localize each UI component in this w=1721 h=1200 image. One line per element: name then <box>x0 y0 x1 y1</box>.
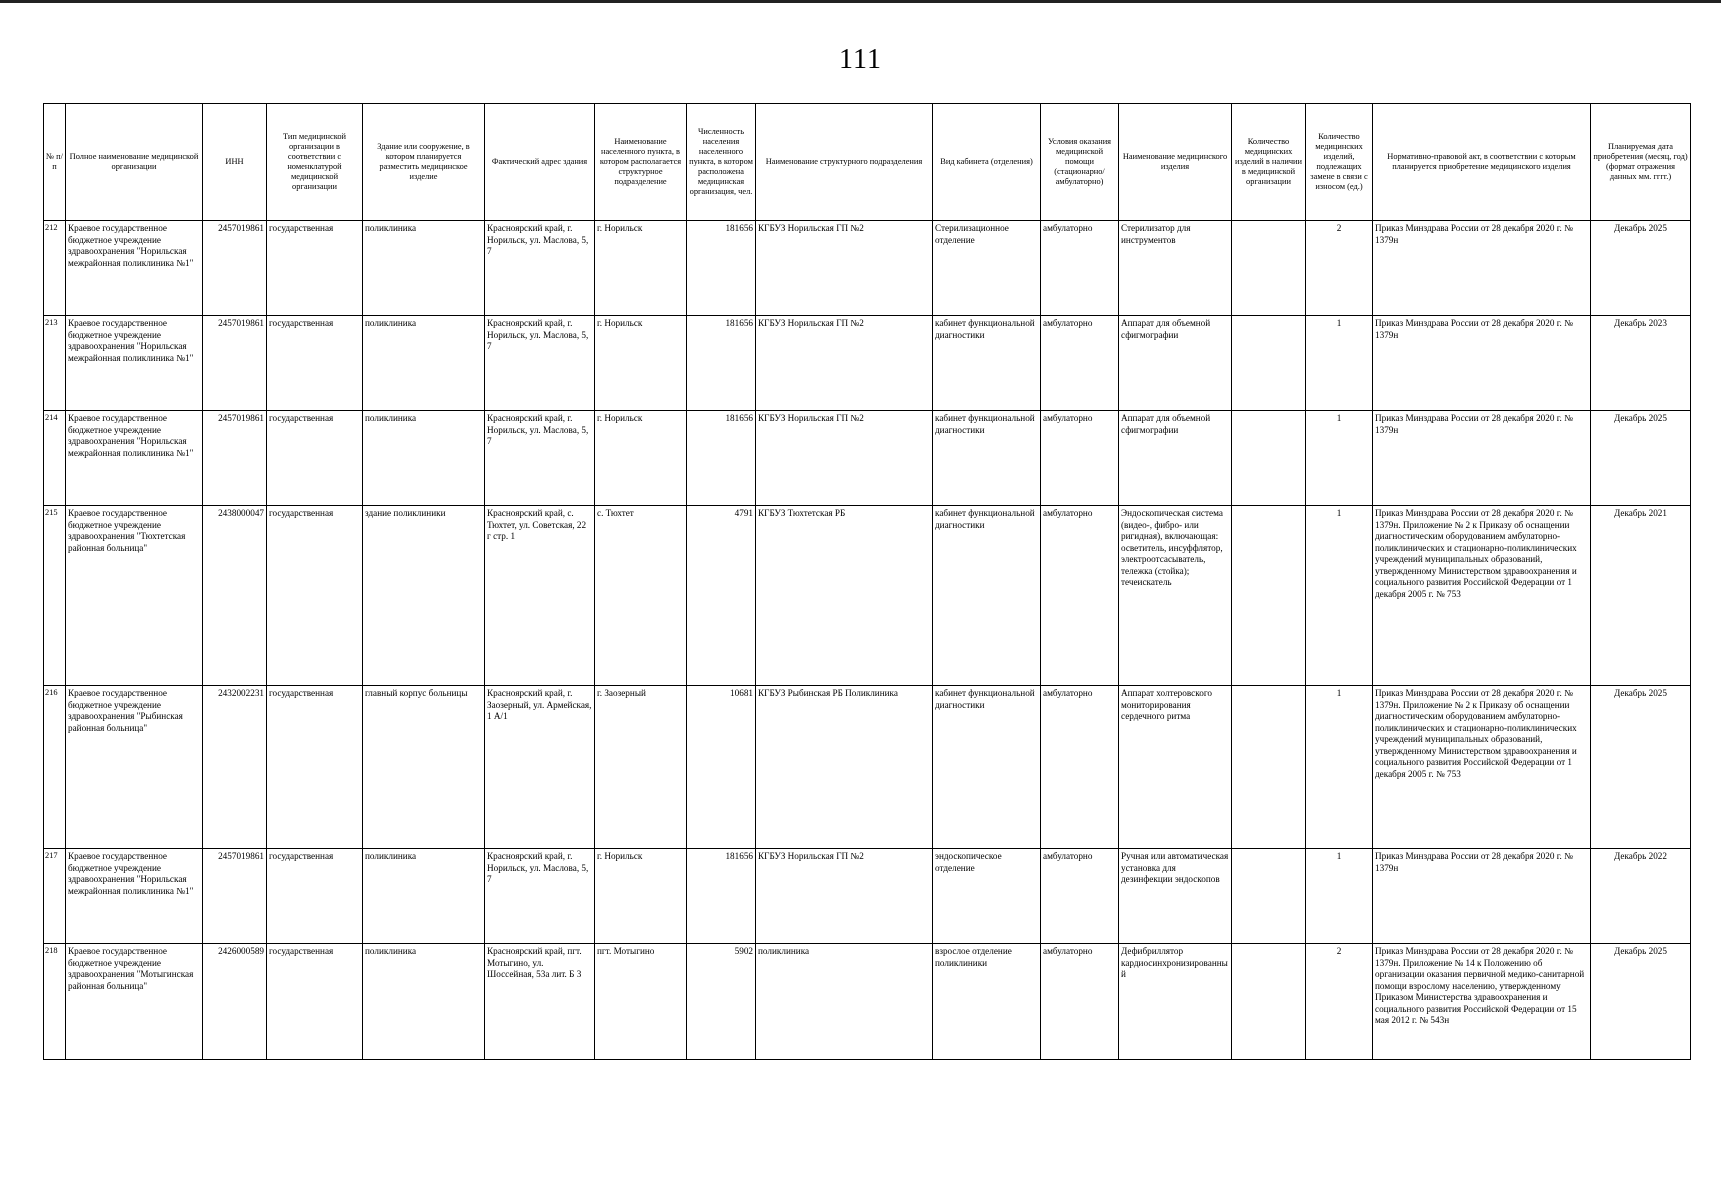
cell-row-number: 215 <box>44 506 66 686</box>
cell-room-type: эндоскопическое отделение <box>933 849 1041 944</box>
cell-row-number: 213 <box>44 316 66 411</box>
cell-org-type: государственная <box>267 316 363 411</box>
cell-locality: г. Норильск <box>595 849 687 944</box>
cell-inn: 2438000047 <box>203 506 267 686</box>
cell-purchase-date: Декабрь 2022 <box>1591 849 1691 944</box>
cell-structural-unit: КГБУЗ Норильская ГП №2 <box>756 316 933 411</box>
cell-inn: 2457019861 <box>203 411 267 506</box>
cell-row-number: 216 <box>44 686 66 849</box>
cell-replace-count: 1 <box>1306 411 1373 506</box>
cell-purchase-date: Декабрь 2025 <box>1591 686 1691 849</box>
cell-care-conditions: амбулаторно <box>1041 221 1119 316</box>
cell-room-type: кабинет функциональной диагностики <box>933 411 1041 506</box>
cell-org-type: государственная <box>267 849 363 944</box>
cell-population: 5902 <box>687 944 756 1060</box>
cell-org-name: Краевое государственное бюджетное учреждение здравоохранения "Тюхтетская районная больница" <box>66 506 203 686</box>
page-number: 111 <box>839 44 882 75</box>
cell-in-stock-count <box>1232 316 1306 411</box>
equipment-table <box>43 103 1691 1060</box>
cell-legal-act: Приказ Минздрава России от 28 декабря 2020 г. № 1379н <box>1373 411 1591 506</box>
cell-replace-count: 2 <box>1306 221 1373 316</box>
cell-org-name: Краевое государственное бюджетное учреждение здравоохранения "Норильская межрайонная поликлиника №1" <box>66 221 203 316</box>
cell-legal-act: Приказ Минздрава России от 28 декабря 2020 г. № 1379н. Приложение № 14 к Положению об организации оказания первичной медико-санитарной помощи взрослому населению, утвержденному Приказом Министерства здравоохранения и социального развития Российской Федерации от 15 мая 2012 г. № 543н <box>1373 944 1591 1060</box>
cell-population: 181656 <box>687 316 756 411</box>
cell-org-name: Краевое государственное бюджетное учреждение здравоохранения "Мотыгинская районная больница" <box>66 944 203 1060</box>
cell-legal-act: Приказ Минздрава России от 28 декабря 2020 г. № 1379н <box>1373 849 1591 944</box>
cell-room-type: Стерилизационное отделение <box>933 221 1041 316</box>
cell-org-name: Краевое государственное бюджетное учреждение здравоохранения "Рыбинская районная больница" <box>66 686 203 849</box>
table-row <box>44 506 1691 686</box>
table-row <box>44 411 1691 506</box>
cell-device-name: Аппарат для объемной сфигмографии <box>1119 316 1232 411</box>
header-cell: Тип медицинской организации в соответствии с номенклатурой медицинской организации <box>267 104 363 221</box>
cell-replace-count: 1 <box>1306 849 1373 944</box>
cell-room-type: кабинет функциональной диагностики <box>933 506 1041 686</box>
cell-locality: г. Норильск <box>595 316 687 411</box>
cell-population: 181656 <box>687 221 756 316</box>
header-cell: Количество медицинских изделий в наличии в медицинской организации <box>1232 104 1306 221</box>
cell-room-type: кабинет функциональной диагностики <box>933 686 1041 849</box>
cell-replace-count: 1 <box>1306 316 1373 411</box>
cell-care-conditions: амбулаторно <box>1041 686 1119 849</box>
cell-row-number: 217 <box>44 849 66 944</box>
cell-row-number: 214 <box>44 411 66 506</box>
cell-inn: 2457019861 <box>203 849 267 944</box>
cell-locality: г. Норильск <box>595 411 687 506</box>
cell-building: поликлиника <box>363 316 485 411</box>
cell-population: 181656 <box>687 411 756 506</box>
cell-inn: 2432002231 <box>203 686 267 849</box>
header-cell: № п/п <box>44 104 66 221</box>
cell-structural-unit: КГБУЗ Норильская ГП №2 <box>756 221 933 316</box>
cell-in-stock-count <box>1232 686 1306 849</box>
cell-device-name: Эндоскопическая система (видео-, фибро- или ригидная), включающая: осветитель, инсуффлятор, электроотсасыватель, тележка (стойка); течеискатель <box>1119 506 1232 686</box>
cell-structural-unit: КГБУЗ Норильская ГП №2 <box>756 849 933 944</box>
cell-legal-act: Приказ Минздрава России от 28 декабря 2020 г. № 1379н <box>1373 221 1591 316</box>
cell-locality: г. Норильск <box>595 221 687 316</box>
cell-inn: 2457019861 <box>203 316 267 411</box>
cell-building: здание поликлиники <box>363 506 485 686</box>
cell-population: 10681 <box>687 686 756 849</box>
cell-org-type: государственная <box>267 944 363 1060</box>
table-row <box>44 316 1691 411</box>
cell-legal-act: Приказ Минздрава России от 28 декабря 2020 г. № 1379н. Приложение № 2 к Приказу об оснащении диагностическим оборудованием амбулаторно-поликлинических и стационарно-поликлинических учреждений муниципальных образований, утвержденному Министерством здравоохранения и социального развития Российской Федерации от 1 декабря 2005 г. № 753 <box>1373 686 1591 849</box>
cell-care-conditions: амбулаторно <box>1041 944 1119 1060</box>
cell-address: Красноярский край, с. Тюхтет, ул. Советская, 22 г стр. 1 <box>485 506 595 686</box>
scan-top-edge <box>0 0 1721 3</box>
cell-address: Красноярский край, г. Норильск, ул. Маслова, 5, 7 <box>485 411 595 506</box>
cell-org-type: государственная <box>267 221 363 316</box>
cell-building: поликлиника <box>363 411 485 506</box>
cell-in-stock-count <box>1232 506 1306 686</box>
cell-org-name: Краевое государственное бюджетное учреждение здравоохранения "Норильская межрайонная поликлиника №1" <box>66 411 203 506</box>
cell-inn: 2426000589 <box>203 944 267 1060</box>
table-row <box>44 221 1691 316</box>
header-cell: Вид кабинета (отделения) <box>933 104 1041 221</box>
table-row <box>44 849 1691 944</box>
cell-row-number: 218 <box>44 944 66 1060</box>
cell-structural-unit: КГБУЗ Норильская ГП №2 <box>756 411 933 506</box>
header-cell: ИНН <box>203 104 267 221</box>
cell-org-type: государственная <box>267 686 363 849</box>
cell-org-name: Краевое государственное бюджетное учреждение здравоохранения "Норильская межрайонная поликлиника №1" <box>66 316 203 411</box>
cell-population: 181656 <box>687 849 756 944</box>
cell-purchase-date: Декабрь 2021 <box>1591 506 1691 686</box>
cell-replace-count: 1 <box>1306 686 1373 849</box>
header-cell: Наименование структурного подразделения <box>756 104 933 221</box>
table-body <box>44 221 1691 1060</box>
cell-org-type: государственная <box>267 506 363 686</box>
table-header-row <box>44 104 1691 221</box>
cell-in-stock-count <box>1232 944 1306 1060</box>
cell-org-type: государственная <box>267 411 363 506</box>
cell-locality: с. Тюхтет <box>595 506 687 686</box>
header-cell: Здание или сооружение, в котором планируется разместить медицинское изделие <box>363 104 485 221</box>
cell-building: поликлиника <box>363 849 485 944</box>
cell-in-stock-count <box>1232 221 1306 316</box>
cell-device-name: Дефибриллятор кардиосинхронизированный <box>1119 944 1232 1060</box>
cell-care-conditions: амбулаторно <box>1041 411 1119 506</box>
header-cell: Количество медицинских изделий, подлежащих замене в связи с износом (ед.) <box>1306 104 1373 221</box>
cell-device-name: Ручная или автоматическая установка для дезинфекции эндоскопов <box>1119 849 1232 944</box>
cell-address: Красноярский край, г. Норильск, ул. Маслова, 5, 7 <box>485 221 595 316</box>
cell-address: Красноярский край, г. Норильск, ул. Маслова, 5, 7 <box>485 316 595 411</box>
header-cell: Полное наименование медицинской организации <box>66 104 203 221</box>
header-cell: Наименование населенного пункта, в котором располагается структурное подразделение <box>595 104 687 221</box>
header-cell: Планируемая дата приобретения (месяц, год) (формат отражения данных мм. гггг.) <box>1591 104 1691 221</box>
cell-row-number: 212 <box>44 221 66 316</box>
header-cell: Численность населения населенного пункта, в котором расположена медицинская организация, чел. <box>687 104 756 221</box>
cell-address: Красноярский край, пгт. Мотыгино, ул. Шоссейная, 53а лит. Б 3 <box>485 944 595 1060</box>
cell-locality: пгт. Мотыгино <box>595 944 687 1060</box>
cell-building: поликлиника <box>363 944 485 1060</box>
table-row <box>44 686 1691 849</box>
header-cell: Фактический адрес здания <box>485 104 595 221</box>
cell-purchase-date: Декабрь 2025 <box>1591 411 1691 506</box>
header-cell: Условия оказания медицинской помощи (стационарно/ амбулаторно) <box>1041 104 1119 221</box>
cell-org-name: Краевое государственное бюджетное учреждение здравоохранения "Норильская межрайонная поликлиника №1" <box>66 849 203 944</box>
cell-care-conditions: амбулаторно <box>1041 849 1119 944</box>
cell-purchase-date: Декабрь 2025 <box>1591 944 1691 1060</box>
cell-population: 4791 <box>687 506 756 686</box>
cell-structural-unit: поликлиника <box>756 944 933 1060</box>
cell-room-type: взрослое отделение поликлиники <box>933 944 1041 1060</box>
cell-room-type: кабинет функциональной диагностики <box>933 316 1041 411</box>
cell-replace-count: 1 <box>1306 506 1373 686</box>
cell-care-conditions: амбулаторно <box>1041 506 1119 686</box>
cell-in-stock-count <box>1232 849 1306 944</box>
cell-building: поликлиника <box>363 221 485 316</box>
cell-structural-unit: КГБУЗ Тюхтетская РБ <box>756 506 933 686</box>
cell-building: главный корпус больницы <box>363 686 485 849</box>
cell-locality: г. Заозерный <box>595 686 687 849</box>
cell-device-name: Стерилизатор для инструментов <box>1119 221 1232 316</box>
table-row <box>44 944 1691 1060</box>
cell-structural-unit: КГБУЗ Рыбинская РБ Поликлиника <box>756 686 933 849</box>
cell-purchase-date: Декабрь 2025 <box>1591 221 1691 316</box>
cell-inn: 2457019861 <box>203 221 267 316</box>
cell-care-conditions: амбулаторно <box>1041 316 1119 411</box>
header-cell: Нормативно-правовой акт, в соответствии с которым планируется приобретение медицинского изделия <box>1373 104 1591 221</box>
cell-legal-act: Приказ Минздрава России от 28 декабря 2020 г. № 1379н. Приложение № 2 к Приказу об оснащении диагностическим оборудованием амбулаторно-поликлинических и стационарно-поликлинических учреждений муниципальных образований, утвержденному Министерством здравоохранения и социального развития Российской Федерации от 1 декабря 2005 г. № 753 <box>1373 506 1591 686</box>
cell-purchase-date: Декабрь 2023 <box>1591 316 1691 411</box>
cell-device-name: Аппарат холтеровского мониторирования сердечного ритма <box>1119 686 1232 849</box>
header-cell: Наименование медицинского изделия <box>1119 104 1232 221</box>
cell-device-name: Аппарат для объемной сфигмографии <box>1119 411 1232 506</box>
cell-legal-act: Приказ Минздрава России от 28 декабря 2020 г. № 1379н <box>1373 316 1591 411</box>
cell-address: Красноярский край, г. Заозерный, ул. Армейская, 1 А/1 <box>485 686 595 849</box>
cell-in-stock-count <box>1232 411 1306 506</box>
cell-replace-count: 2 <box>1306 944 1373 1060</box>
cell-address: Красноярский край, г. Норильск, ул. Маслова, 5, 7 <box>485 849 595 944</box>
